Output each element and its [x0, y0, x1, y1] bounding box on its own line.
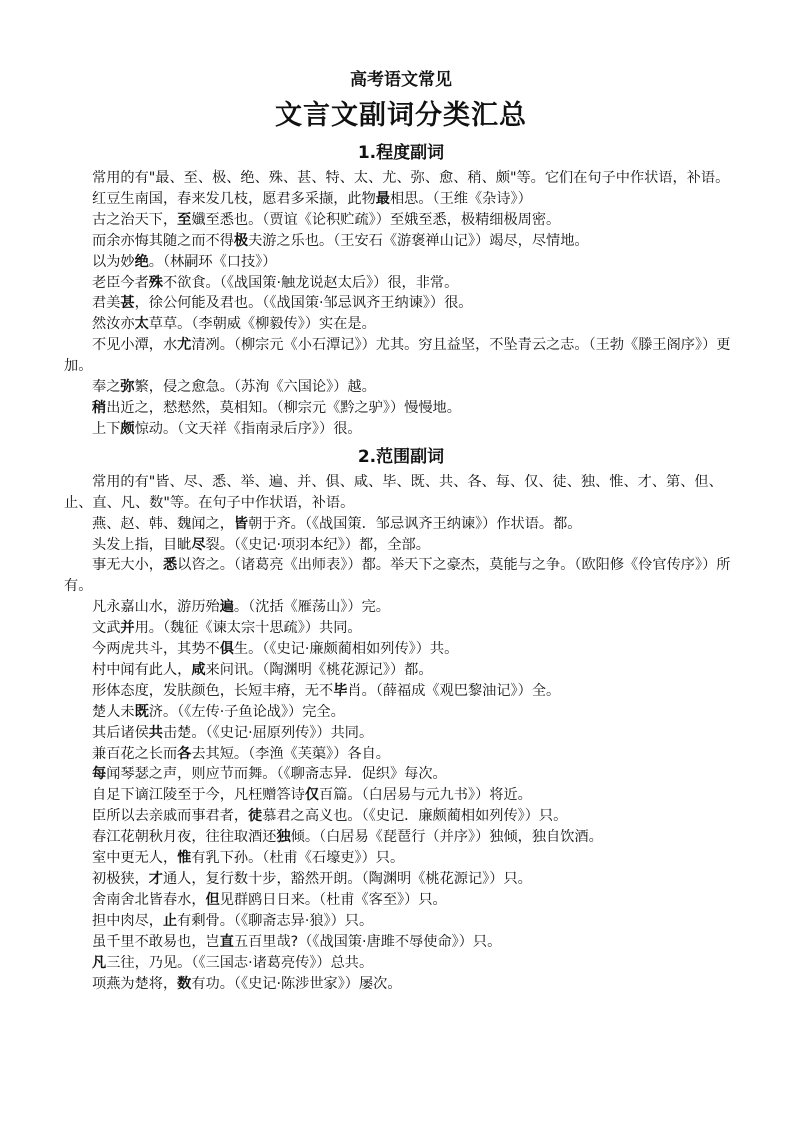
paragraph-text: 事无大小，	[92, 557, 163, 574]
example-paragraph	[64, 848, 738, 869]
highlighted-adverb: 至	[177, 211, 192, 228]
paragraph-text: 担中肉尽，	[92, 912, 163, 929]
highlighted-adverb: 咸	[191, 661, 206, 678]
paragraph-text: 肖。（薛福成《观巴黎油记》）全。	[347, 682, 561, 699]
paragraph-text: 常用的有"最、至、极、绝、殊、甚、特、太、尤、弥、愈、稍、颇"等。它们在句子中作状语，补语。	[92, 170, 730, 186]
example-paragraph	[64, 252, 738, 273]
example-paragraph	[64, 806, 738, 827]
example-paragraph	[64, 911, 738, 932]
paragraph-text: 用。（魏征《谏太宗十思疏》）共同。	[134, 620, 362, 637]
highlighted-adverb: 仅	[304, 787, 320, 804]
example-paragraph	[64, 785, 738, 806]
paragraph-text: 自足下谪江陵至于今，凡枉赠答诗	[92, 787, 305, 804]
paragraph-text: 夫游之乐也。（王安石《游褒禅山记》）竭尽，尽情地。	[248, 232, 589, 249]
highlighted-adverb: 共	[148, 724, 163, 741]
paragraph-text: 三往，乃见。（《三国志·诸葛亮传》）总共。	[106, 954, 374, 971]
example-paragraph	[64, 419, 738, 440]
example-paragraph	[64, 869, 738, 890]
paragraph-text: 文武	[92, 620, 121, 637]
highlighted-adverb: 稍	[92, 399, 107, 416]
example-paragraph	[64, 210, 738, 231]
example-paragraph	[64, 377, 738, 398]
paragraph-text: 相思。（王维《杂诗》）	[389, 190, 532, 207]
example-paragraph	[64, 618, 738, 639]
highlighted-adverb: 遍	[219, 599, 234, 616]
example-paragraph	[64, 231, 738, 252]
document-title: 文言文副词分类汇总	[275, 100, 527, 131]
paragraph-text: 奉之	[92, 379, 121, 396]
example-paragraph	[64, 335, 738, 377]
paragraph-text: 孅至悉也。（贾谊《论积贮疏》）至娥至悉，极精细极周密。	[191, 211, 561, 228]
sections-container	[64, 140, 738, 994]
document-subtitle: 高考语文常见	[350, 70, 452, 90]
highlighted-adverb: 尤	[177, 337, 192, 354]
paragraph-text: 古之治天下，	[92, 211, 178, 228]
section-heading: 2.范围副词	[357, 446, 445, 467]
example-paragraph	[64, 472, 738, 514]
highlighted-adverb: 徒	[248, 808, 263, 825]
paragraph-text: 红豆生南国，春来发几枝，愿君多采撷，此物	[92, 190, 376, 207]
paragraph-text: 闻琴瑟之声，则应节而舞。（《聊斋志异．促织》每次。	[106, 766, 447, 783]
paragraph-text: 慕君之高义也。（《史记．廉颇蔺相如列传》）只。	[262, 808, 568, 825]
paragraph-text: 草草。（李朝威《柳毅传》）实在是。	[148, 316, 376, 333]
paragraph-text: 有剩骨。（《聊斋志异·狼》）只。	[177, 912, 374, 929]
highlighted-adverb: 皆	[233, 515, 249, 532]
paragraph-text: 老臣今者	[92, 274, 149, 291]
paragraph-text: 。（林嗣环《口技》）	[148, 253, 277, 270]
example-paragraph	[64, 974, 738, 995]
paragraph-text: 凡永嘉山水，游历殆	[92, 599, 220, 616]
paragraph-text: 春江花朝秋月夜，往往取酒还	[92, 829, 277, 846]
highlighted-adverb: 独	[276, 829, 291, 846]
paragraph-text: 臣所以去亲戚而事君者，	[92, 808, 249, 825]
highlighted-adverb: 既	[134, 703, 149, 720]
highlighted-adverb: 每	[92, 766, 107, 783]
paragraph-text: 楚人未	[92, 703, 135, 720]
paragraph-text: 燕、赵、韩、魏闻之，	[92, 515, 234, 532]
paragraph-text: 舍南舍北皆春水，	[92, 891, 206, 908]
example-paragraph	[64, 702, 738, 723]
highlighted-adverb: 颇	[120, 420, 135, 437]
paragraph-text: 清冽。（柳宗元《小石潭记》）尤其。穷且益坚，不坠青云之志。（王勃《滕王阁序》）更加。	[64, 337, 731, 375]
example-paragraph	[64, 681, 738, 702]
paragraph-text: 虽千里不敢易也，岂	[92, 933, 220, 950]
paragraph-text: 常用的有"皆、尽、悉、举、遍、并、俱、咸、毕、既、共、各、每、仅、徒、独、惟、才、第、但、止、直、凡、数"等。在句子中作状语，补语。	[64, 473, 723, 511]
paragraph-text: 形体态度，发肤颜色，长短丰瘠，无不	[92, 682, 334, 699]
example-paragraph	[64, 314, 738, 335]
paragraph-text: 倾。（白居易《琵琶行（并序》）独倾，独自饮酒。	[290, 829, 603, 846]
paragraph-text: 通人，复行数十步，豁然开朗。（陶渊明《桃花源记》）只。	[162, 871, 532, 887]
paragraph-text: 朝于齐。（《战国策．邹忌讽齐王纳谏》）作状语。都。	[248, 515, 582, 532]
paragraph-text: 有乳下孙。（杜甫《石壕吏》）只。	[191, 850, 405, 867]
paragraph-text: 来问讯。（陶渊明《桃花源记》）都。	[205, 661, 433, 678]
paragraph-text: 生。（《史记·廉颇蔺相如列传》）共。	[233, 641, 459, 658]
paragraph-text: 室中更无人，	[92, 850, 178, 867]
paragraph-text: 裂。（《史记·项羽本纪》）都，全部。	[205, 536, 430, 553]
highlighted-adverb: 数	[177, 975, 192, 992]
example-paragraph	[64, 639, 738, 660]
highlighted-adverb: 悉	[162, 557, 178, 574]
paragraph-text: 以为妙	[92, 253, 135, 270]
example-paragraph	[64, 660, 738, 681]
section-heading: 1.程度副词	[357, 143, 445, 163]
paragraph-text: 初极狭，	[92, 871, 149, 887]
paragraph-text: 以咨之。（诸葛亮《出师表》）都。举天下之豪杰，莫能与之争。（欧阳修《伶官传序》）所有。	[64, 557, 731, 595]
paragraph-text: 而余亦悔其随之而不得	[92, 232, 234, 249]
highlighted-adverb: 止	[162, 912, 178, 929]
example-paragraph	[64, 932, 738, 953]
paragraph-text: 今两虎共斗，其势不	[92, 641, 220, 658]
paragraph-text: 。（沈括《雁荡山》）完。	[233, 599, 390, 616]
example-paragraph	[64, 764, 738, 785]
example-paragraph	[64, 744, 738, 765]
paragraph-text: 不欲食。（《战国策·触龙说赵太后》）很，非常。	[162, 274, 459, 291]
paragraph-text: 去其短。（李渔《芙蕖》）各自。	[191, 745, 390, 762]
document-page	[64, 64, 738, 994]
paragraph-text: 出近之，慭慭然，莫相知。（柳宗元《黔之驴》）慢慢地。	[106, 399, 461, 416]
paragraph-text: 村中闻有此人，	[92, 661, 192, 678]
paragraph-text: 头发上指，目眦	[92, 536, 192, 553]
highlighted-adverb: 俱	[219, 641, 234, 658]
paragraph-text: 见群鸥日日来。（杜甫《客至》）只。	[219, 891, 447, 908]
example-paragraph	[64, 168, 738, 189]
paragraph-text: 其后诸侯	[92, 724, 149, 741]
paragraph-text: 有功。（《史记·陈涉世家》）屡次。	[191, 975, 402, 992]
highlighted-adverb: 太	[134, 316, 149, 333]
paragraph-text: 繁，侵之愈急。（苏洵《六国论》）越。	[134, 379, 376, 396]
highlighted-adverb: 殊	[148, 274, 163, 291]
example-paragraph	[64, 890, 738, 911]
paragraph-text: 惊动。（文天祥《指南录后序》）很。	[134, 420, 362, 437]
highlighted-adverb: 弥	[120, 379, 135, 396]
example-paragraph	[64, 555, 738, 597]
highlighted-adverb: 毕	[333, 682, 348, 699]
example-paragraph	[64, 827, 738, 848]
paragraph-text: 不见小潭，水	[92, 337, 178, 354]
paragraph-text: ，徐公何能及君也。（《战国策·邹忌讽齐王纳谏》）很。	[134, 295, 473, 312]
highlighted-adverb: 才	[148, 871, 163, 887]
paragraph-text: 上下	[92, 420, 121, 437]
highlighted-adverb: 极	[233, 232, 249, 249]
highlighted-adverb: 凡	[92, 954, 107, 971]
highlighted-adverb: 绝	[134, 253, 149, 270]
highlighted-adverb: 最	[375, 190, 390, 207]
example-paragraph	[64, 273, 738, 294]
paragraph-text: 击楚。（《史记·屈原列传》）共同。	[162, 724, 374, 741]
example-paragraph	[64, 597, 738, 618]
example-paragraph	[64, 293, 738, 314]
example-paragraph	[64, 723, 738, 744]
highlighted-adverb: 各	[177, 745, 192, 762]
paragraph-text: 济。（《左传·子鱼论战》）完全。	[148, 703, 345, 720]
paragraph-text: 然汝亦	[92, 316, 135, 333]
example-paragraph	[64, 535, 738, 556]
highlighted-adverb: 尽	[191, 536, 206, 553]
highlighted-adverb: 并	[120, 620, 135, 637]
highlighted-adverb: 甚	[120, 295, 135, 312]
example-paragraph	[64, 514, 738, 535]
paragraph-text: 项燕为楚将，	[92, 975, 178, 992]
highlighted-adverb: 直	[219, 933, 234, 950]
paragraph-text: 百篇。（白居易与元九书》）将近。	[319, 787, 532, 804]
paragraph-text: 君美	[92, 295, 121, 312]
highlighted-adverb: 惟	[177, 850, 192, 867]
highlighted-adverb: 但	[205, 891, 220, 908]
example-paragraph	[64, 953, 738, 974]
example-paragraph	[64, 189, 738, 210]
example-paragraph	[64, 398, 738, 419]
paragraph-text: 五百里哉?（《战国策·唐雎不辱使命》）只。	[233, 933, 502, 950]
paragraph-text: 兼百花之长而	[92, 745, 178, 762]
